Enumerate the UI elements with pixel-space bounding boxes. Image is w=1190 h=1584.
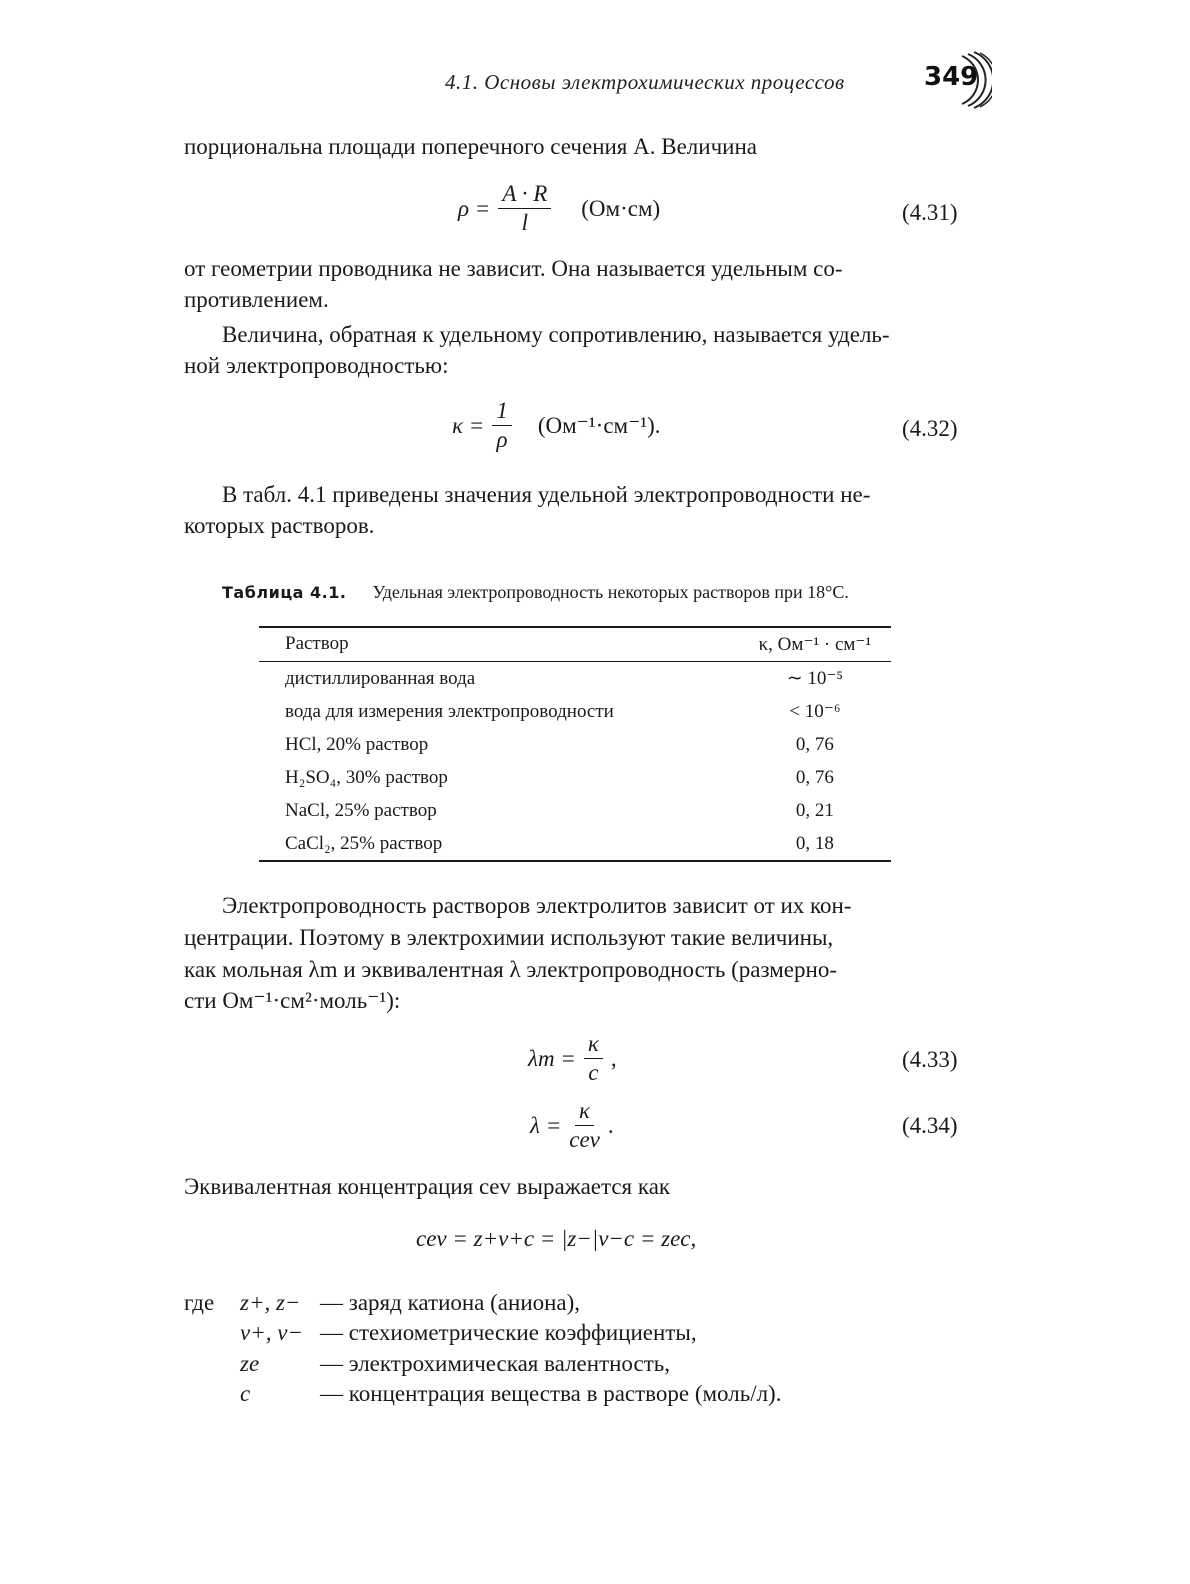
legend-description: — электрохимическая валентность, [320,1351,671,1376]
table-cell-solution: NaCl, 25% раствор [285,799,437,821]
equation-4-31 [458,180,660,237]
equation-4-33 [528,1030,617,1087]
text-line-8: Электропроводность растворов электролитов зависит от их кон- [222,893,852,918]
table-label: Таблица 4.1. [222,583,347,602]
text-line-3: противлением. [184,287,329,312]
eq-432-unit: (Ом⁻¹·см⁻¹). [537,412,661,438]
table-header-conductivity: κ, Ом⁻¹ · см⁻¹ [758,633,872,655]
eq-434-number: (4.34) [902,1113,958,1138]
legend-item [240,1351,940,1381]
table-row [259,662,891,696]
eq-432-lhs: κ = [452,412,485,438]
legend-item [240,1320,940,1350]
table-row [259,761,891,794]
eq-434-lhs: λ = [530,1112,562,1138]
table-cell-value: 0, 21 [795,799,834,821]
table-cell-solution: CaCl₂, 25% раствор [285,832,443,854]
legend-symbol: ze [240,1351,260,1376]
eq-432-denominator: ρ [496,427,508,452]
table-cell-value: < 10⁻⁶ [789,701,841,722]
table-row [259,728,891,761]
legend-symbol: c [240,1381,251,1406]
text-line-11: сти Ом⁻¹·см²·моль⁻¹): [184,988,401,1013]
eq-434-tail: . [607,1112,614,1138]
eq-434-denominator: cev [569,1127,600,1152]
legend-item [240,1290,940,1320]
table-caption-text: Удельная электропроводность некоторых растворов при 18°C. [372,582,849,602]
text-line-9: центрации. Поэтому в электрохимии используют такие величины, [184,925,834,950]
table-cell-solution: вода для измерения электропроводности [285,700,614,722]
legend-description: — стехиометрические коэффициенты, [320,1320,697,1345]
eq-433-tail: , [610,1045,617,1071]
legend-symbol: ν+, ν− [240,1320,303,1345]
eq-431-denominator: l [521,210,528,235]
text-line-1: порциональна площади поперечного сечения A. Величина [184,134,757,159]
equation-4-34 [530,1097,614,1154]
legend-where: где [184,1290,215,1315]
eq-433-lhs: λm = [528,1045,576,1071]
text-line-6: В табл. 4.1 приведены значения удельной электропроводности не- [222,482,871,507]
page-number-arc-icon [958,50,992,110]
table-cell-value: 0, 76 [795,733,834,755]
eq-432-number: (4.32) [902,416,958,441]
table-cell-solution: HCl, 20% раствор [285,733,429,755]
table-cell-value: ∼ 10⁻⁵ [786,668,844,689]
table-cell-value: 0, 18 [795,832,834,854]
text-line-7: которых растворов. [184,513,375,538]
running-title: 4.1. Основы электрохимических процессов [445,70,845,94]
table-row [259,695,891,728]
table-cell-solution: H₂SO₄, 30% раствор [285,766,448,788]
eq-434-numerator: κ [575,1097,594,1126]
table-cell-solution: дистиллированная вода [285,667,476,689]
eq-433-denominator: c [588,1060,599,1085]
table-header-solution: Раствор [285,633,349,654]
legend-item [240,1381,940,1411]
eq-433-numerator: κ [584,1030,603,1059]
eq-431-number: (4.31) [902,200,958,225]
table-caption [222,582,849,603]
equation-4-32 [452,397,661,454]
eq-432-numerator: 1 [492,397,512,426]
eq-431-numerator: A · R [498,180,551,209]
table-header-row [259,627,891,662]
eq-431-unit: (Ом·см) [581,195,661,221]
table-cell-value: 0, 76 [795,766,834,788]
page-number: 349 [924,62,979,92]
legend-description: — заряд катиона (аниона), [320,1290,581,1315]
eq-433-number: (4.33) [902,1047,958,1072]
text-line-10: как мольная λm и эквивалентная λ электропроводность (размерно- [184,957,837,982]
text-line-12: Эквивалентная концентрация cev выражается как [184,1174,671,1199]
eq-431-lhs: ρ = [458,195,491,221]
text-line-5: ной электропроводностью: [184,353,449,378]
table-row [259,794,891,827]
legend-description: — концентрация вещества в растворе (моль/л). [320,1381,782,1406]
legend-symbol: z+, z− [240,1290,301,1315]
text-line-4: Величина, обратная к удельному сопротивлению, называется удель- [222,322,890,347]
table-row [259,827,891,861]
conductivity-table [259,626,891,862]
text-line-2: от геометрии проводника не зависит. Она называется удельным со- [184,256,843,281]
equation-cev: cev = z+ν+c = |z−|ν−c = zec, [416,1226,697,1251]
